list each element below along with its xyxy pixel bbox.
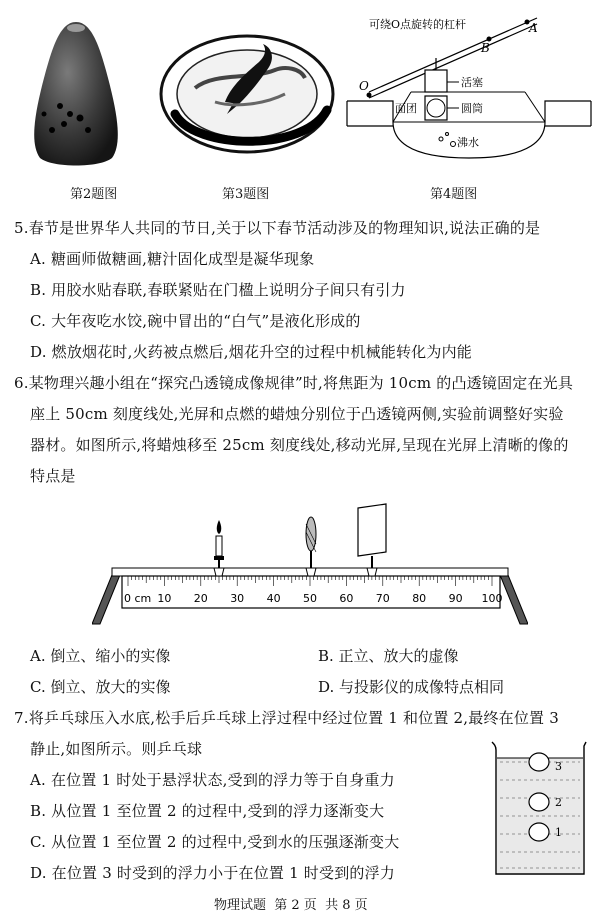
ruler-tick-label: 0 cm	[124, 592, 152, 605]
ruler-tick-label: 100	[481, 592, 503, 605]
q7-option-c: C. 从位置 1 至位置 2 的过程中,受到水的压强逐渐变大	[30, 833, 400, 851]
q6-stem-1: 6.某物理兴趣小组在“探究凸透镜成像规律”时,将焦距为 10cm 的凸透镜固定在光具	[14, 374, 574, 392]
ruler-tick-label: 80	[412, 592, 427, 605]
q7-option-b: B. 从位置 1 至位置 2 的过程中,受到的浮力逐渐变大	[30, 802, 385, 820]
q5-stem: 5.春节是世界华人共同的节日,关于以下春节活动涉及的物理知识,说法正确的是	[14, 219, 541, 237]
q6-stem-4: 特点是	[30, 467, 76, 485]
fig4-title: 可绕O点旋转的杠杆	[369, 18, 467, 31]
page-footer: 物理试题 第 2 页 共 8 页	[214, 898, 368, 913]
ruler-tick-label: 40	[266, 592, 281, 605]
q6-option-b: B. 正立、放大的虚像	[318, 647, 459, 665]
q6-option-d: D. 与投影仪的成像特点相同	[318, 678, 505, 696]
fig2-caption: 第2题图	[70, 187, 118, 202]
fig4-caption: 第4题图	[430, 187, 478, 202]
q5-option-b: B. 用胶水贴春联,春联紧贴在门楹上说明分子间只有引力	[30, 281, 406, 299]
label-boiling: 沸水	[457, 136, 479, 149]
ruler-tick-label: 90	[448, 592, 463, 605]
beaker-figure	[484, 736, 596, 882]
label-B: B	[481, 41, 490, 55]
label-O: O	[359, 79, 369, 93]
q5-option-d: D. 燃放烟花时,火药被点燃后,烟花升空的过程中机械能转化为内能	[30, 343, 472, 361]
q6-stem-2: 座上 50cm 刻度线处,光屏和点燃的蜡烛分别位于凸透镜两侧,实验前调整好实验	[30, 405, 564, 423]
fig3-caption: 第3题图	[222, 187, 270, 202]
q6-option-a: A. 倒立、缩小的实像	[30, 647, 171, 665]
ruler-tick-label: 20	[193, 592, 208, 605]
label-cylinder: 圆筒	[461, 102, 483, 115]
q7-stem-1: 7.将乒乓球压入水底,松手后乒乓球上浮过程中经过位置 1 和位置 2,最终在位置 3	[14, 709, 559, 727]
q7-option-a: A. 在位置 1 时处于悬浮状态,受到的浮力等于自身重力	[30, 771, 395, 789]
ruler-tick-label: 50	[303, 592, 317, 605]
label-A: A	[529, 21, 538, 35]
q7-option-d: D. 在位置 3 时受到的浮力小于在位置 1 时受到的浮力	[30, 864, 395, 882]
position-1-label: 1	[555, 826, 562, 839]
optical-bench-figure	[92, 498, 528, 634]
q6-stem-3: 器材。如图所示,将蜡烛移至 25cm 刻度线处,移动光屏,呈现在光屏上清晰的像的	[30, 436, 569, 454]
q7-stem-2: 静止,如图所示。则乒乓球	[30, 740, 203, 758]
q6-option-c: C. 倒立、放大的实像	[30, 678, 171, 696]
q5-option-c: C. 大年夜吃水饺,碗中冒出的“白气”是液化形成的	[30, 312, 361, 330]
ruler-tick-label: 60	[339, 592, 354, 605]
position-2-label: 2	[555, 796, 562, 809]
ruler-tick-label: 70	[375, 592, 390, 605]
q5-option-a: A. 糖画师做糖画,糖汁固化成型是凝华现象	[30, 250, 315, 268]
sugar-painting-figure	[155, 22, 340, 162]
candle	[214, 520, 224, 576]
label-dough: 面团	[395, 102, 417, 115]
label-piston: 活塞	[461, 76, 483, 89]
convex-lens	[306, 517, 316, 576]
light-screen	[358, 504, 386, 576]
ocarina-figure	[22, 18, 130, 168]
lever-steamer-figure	[345, 8, 597, 176]
ruler-tick-label: 10	[157, 592, 172, 605]
position-3-label: 3	[555, 760, 562, 773]
ruler-tick-label: 30	[230, 592, 245, 605]
